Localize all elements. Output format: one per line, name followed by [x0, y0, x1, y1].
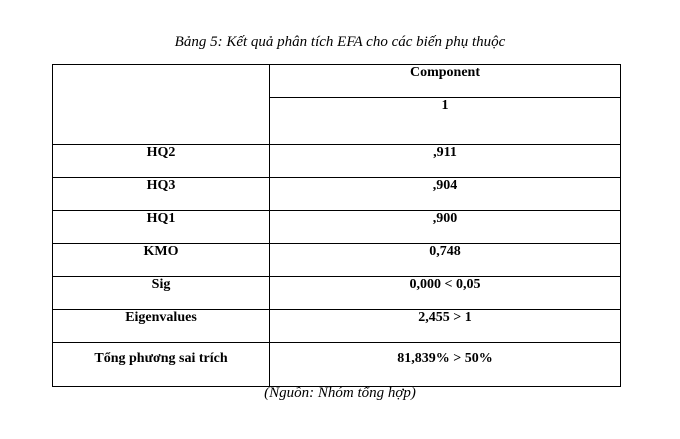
- source-note: (Nguồn: Nhóm tổng hợp): [264, 385, 416, 401]
- component-number: 1: [270, 98, 621, 145]
- table-row: [53, 310, 621, 343]
- table-row: [53, 145, 621, 178]
- table-row: [53, 277, 621, 310]
- header-empty-cell: [53, 65, 270, 145]
- table-row: [53, 244, 621, 277]
- row-label: HQ3: [53, 178, 270, 211]
- row-value: 0,000 < 0,05: [270, 277, 621, 310]
- row-label: Eigenvalues: [53, 310, 270, 343]
- row-label: Tổng phương sai trích: [53, 343, 270, 387]
- table-caption: Bảng 5: Kết quả phân tích EFA cho các biến phụ thuộc: [174, 34, 506, 50]
- row-value: ,911: [270, 145, 621, 178]
- row-value: ,900: [270, 211, 621, 244]
- row-label: HQ2: [53, 145, 270, 178]
- row-label: Sig: [53, 277, 270, 310]
- table-row: [53, 343, 621, 387]
- row-label: HQ1: [53, 211, 270, 244]
- row-value: ,904: [270, 178, 621, 211]
- row-value: 2,455 > 1: [270, 310, 621, 343]
- table-header-row: [53, 65, 621, 98]
- row-value: 81,839% > 50%: [270, 343, 621, 387]
- component-header: Component: [270, 65, 621, 98]
- table-row: [53, 178, 621, 211]
- row-value: 0,748: [270, 244, 621, 277]
- table-row: [53, 211, 621, 244]
- efa-results-table: [52, 64, 621, 387]
- row-label: KMO: [53, 244, 270, 277]
